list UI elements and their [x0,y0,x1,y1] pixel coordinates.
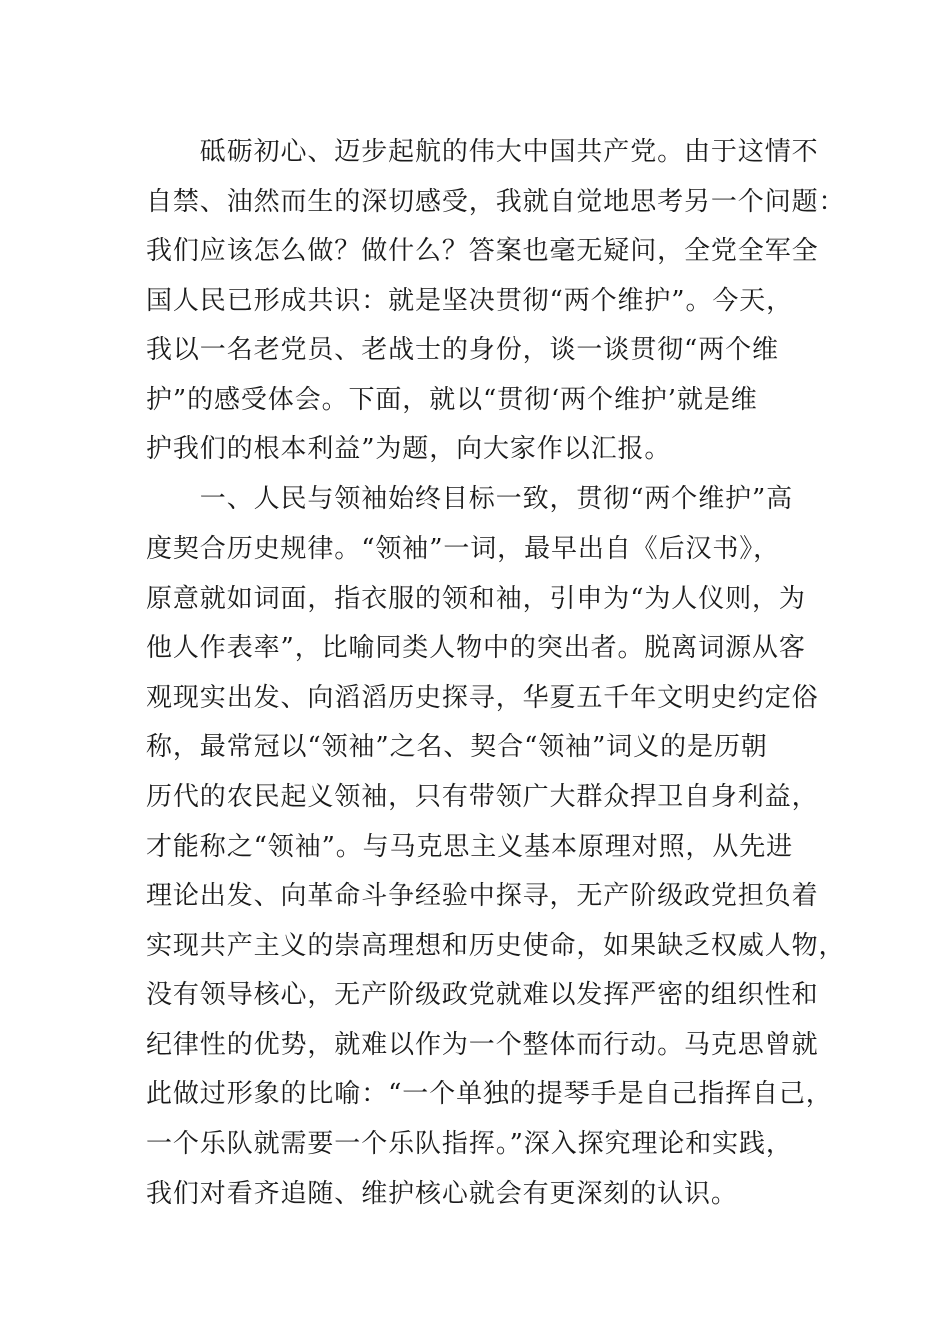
paragraph-2-line-13: 此做过形象的比喻：“一个单独的提琴手是自己指挥自己， [146,1079,833,1109]
paragraph-2-line-2: 度契合历史规律。“领袖”一词，最早出自《后汉书》， [146,534,781,564]
paragraph-1-line-4: 国人民已形成共识：就是坚决贯彻“两个维护”。今天， [146,286,794,316]
paragraph-2-line-8: 才能称之“领袖”。与马克思主义基本原理对照，从先进 [146,832,794,862]
paragraph-1-line-3: 我们应该怎么做？做什么？答案也毫无疑问，全党全军全 [146,236,819,266]
paragraph-1-line-7: 护我们的根本利益”为题，向大家作以汇报。 [146,434,672,464]
paragraph-1-line-2: 自禁、油然而生的深切感受，我就自觉地思考另一个问题： [146,187,846,217]
paragraph-1-line-1: 砥砺初心、迈步起航的伟大中国共产党。由于这情不 [146,137,819,167]
paragraph-2-line-9: 理论出发、向革命斗争经验中探寻，无产阶级政党担负着 [146,881,819,911]
paragraph-2-line-10: 实现共产主义的崇高理想和历史使命，如果缺乏权威人物， [146,931,846,961]
paragraph-2-line-5: 观现实出发、向滔滔历史探寻，华夏五千年文明史约定俗 [146,683,819,713]
paragraph-2-line-14: 一个乐队就需要一个乐队指挥。”深入探究理论和实践， [146,1129,793,1159]
paragraph-2-line-1: 一、人民与领袖始终目标一致，贯彻“两个维护”高 [146,484,794,514]
paragraph-2-line-12: 纪律性的优势，就难以作为一个整体而行动。马克思曾就 [146,1030,819,1060]
paragraph-1-line-5: 我以一名老党员、老战士的身份，谈一谈贯彻“两个维 [146,335,779,365]
paragraph-2-line-11: 没有领导核心，无产阶级政党就难以发挥严密的组织性和 [146,980,819,1010]
paragraph-2-line-6: 称，最常冠以“领袖”之名、契合“领袖”词义的是历朝 [146,732,768,762]
paragraph-2-line-7: 历代的农民起义领袖，只有带领广大群众捍卫自身利益， [146,782,819,812]
paragraph-2-line-4: 他人作表率”，比喻同类人物中的突出者。脱离词源从客 [146,633,806,663]
paragraph-2-line-3: 原意就如词面，指衣服的领和袖，引申为“为人仪则，为 [146,584,806,614]
paragraph-2-line-15: 我们对看齐追随、维护核心就会有更深刻的认识。 [146,1179,738,1209]
paragraph-1-line-6: 护”的感受体会。下面，就以“贯彻‘两个维护’就是维 [146,385,758,415]
